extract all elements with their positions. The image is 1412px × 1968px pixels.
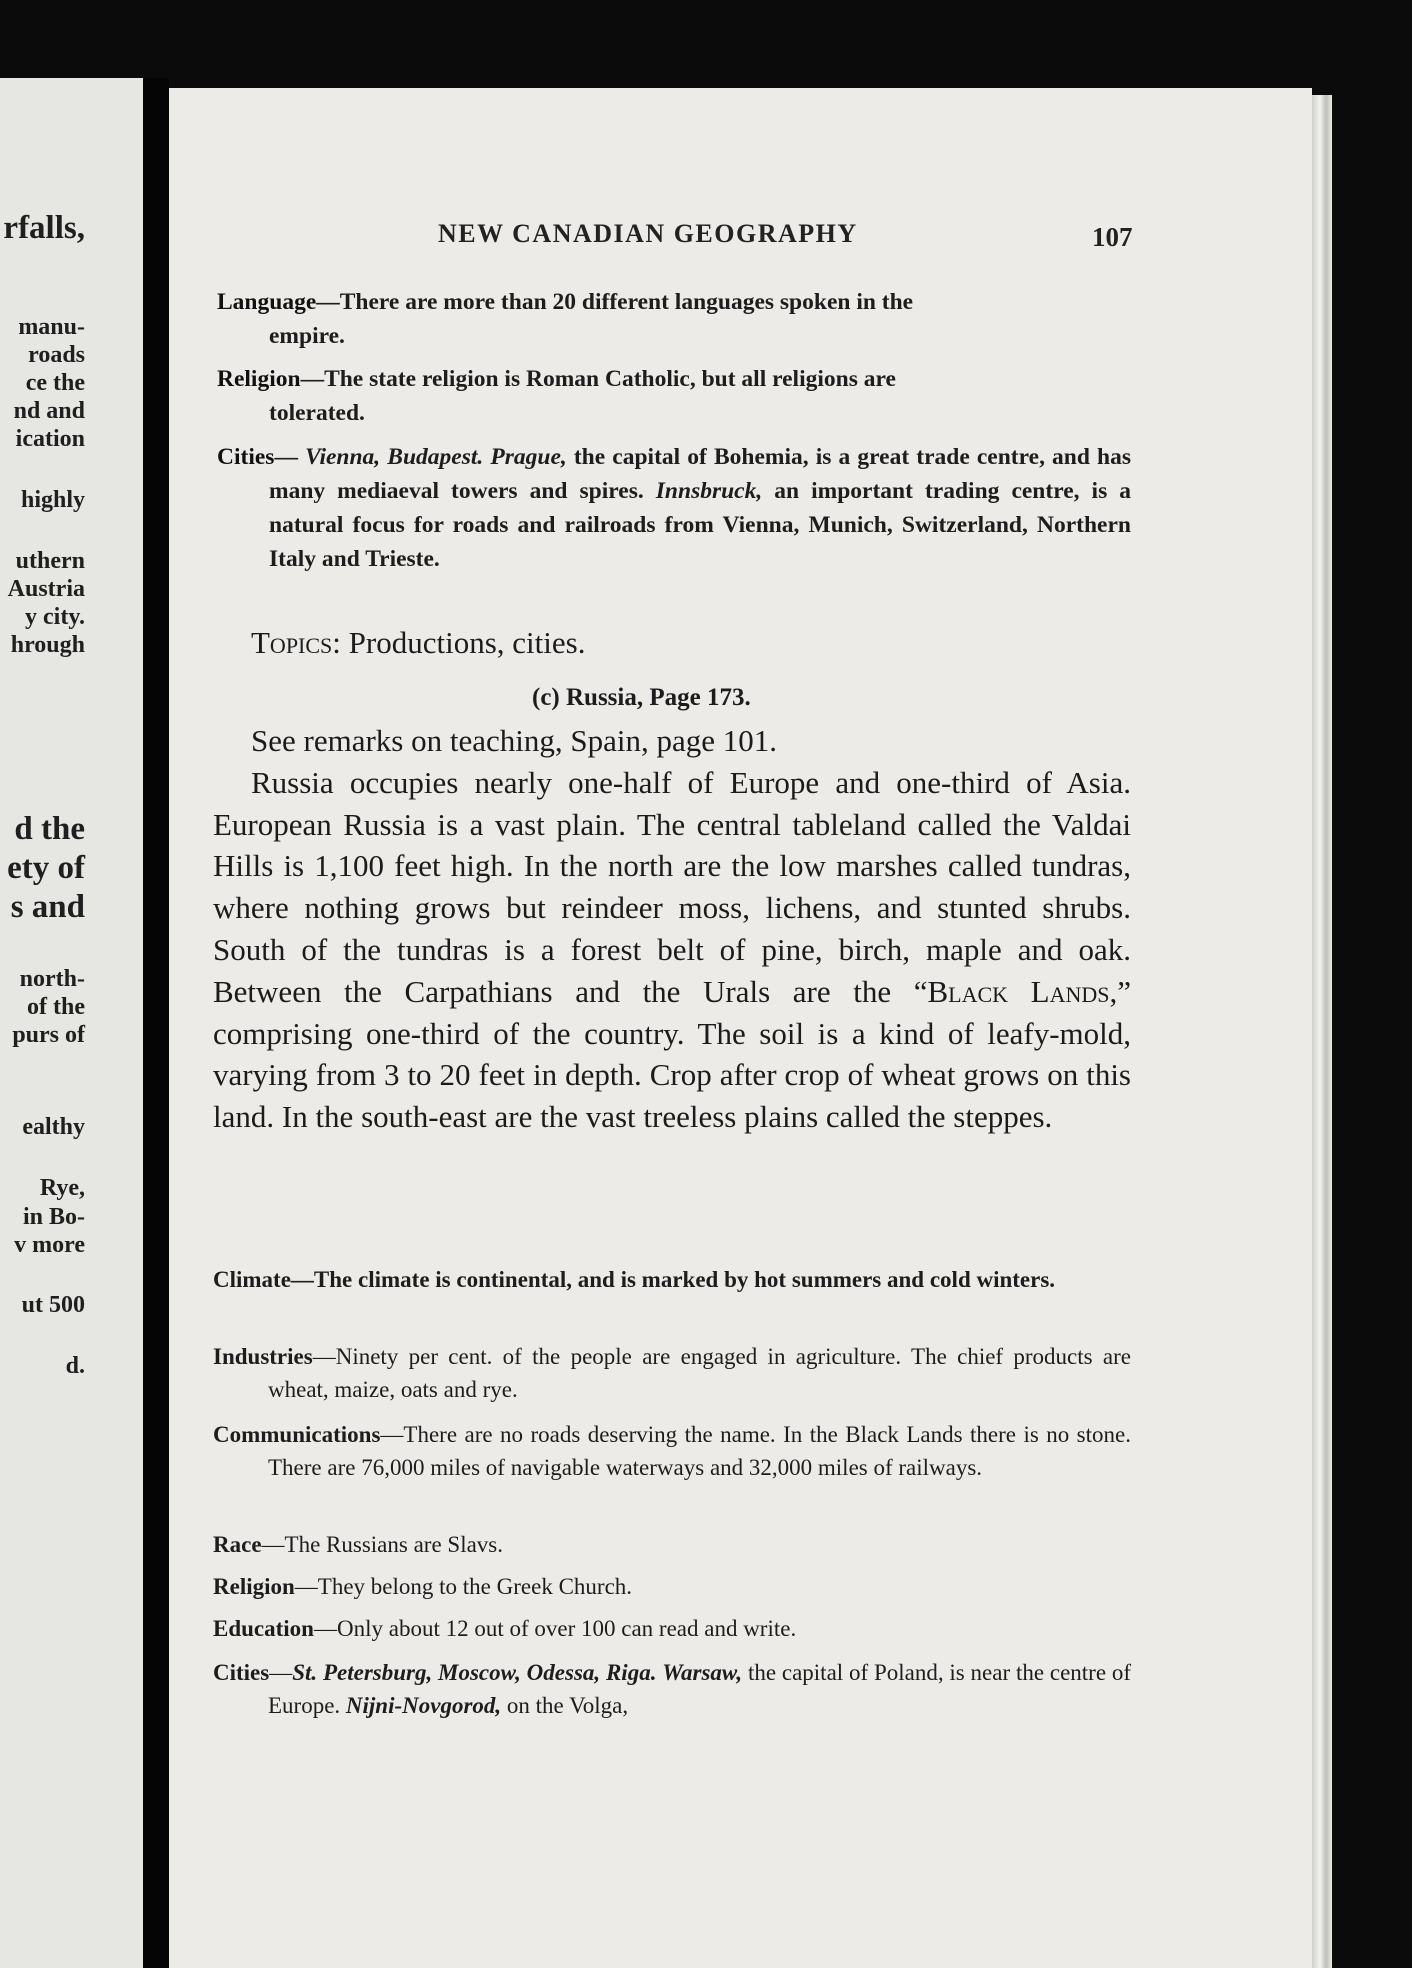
left-page-line: in Bo- xyxy=(22,1204,85,1230)
entry-climate: Climate—The climate is continental, and is marked by hot summers and cold winters. xyxy=(213,1267,1056,1292)
left-page-line: d. xyxy=(65,1353,85,1379)
black-lands-term: Black Lands xyxy=(927,973,1110,1009)
running-head: NEW CANADIAN GEOGRAPHY xyxy=(438,219,858,248)
entry-text-continued: empire. xyxy=(269,323,345,349)
left-page-line: roads xyxy=(28,342,85,368)
left-page-line: d the xyxy=(14,811,85,847)
city-name-innsbruck: Innsbruck, xyxy=(655,478,763,504)
topics-text: : Productions, cities. xyxy=(332,625,586,660)
topics-label: Topics xyxy=(251,625,333,660)
entry-cities-austria: Cities— Vienna, Budapest. Prague, the capital of Bohemia, is a great trade centre, and has many mediaeval towers and spires. Innsbruck, an important trading centre, is a natural focus for roads and railroads from Vienna, Munich, Switzerland, Northern Italy and Trieste. xyxy=(217,444,1132,572)
page-number: 107 xyxy=(1092,222,1133,252)
left-page-line: manu- xyxy=(18,314,85,340)
left-page-line: Rye, xyxy=(39,1175,85,1201)
left-page-line: ication xyxy=(15,426,85,452)
entry-cities-russia: Cities—St. Petersburg, Moscow, Odessa, Riga. Warsaw, the capital of Poland, is near the centre of Europe. Nijni-Novgorod, on the Volga, xyxy=(213,1660,1132,1718)
city-name-nijni-novgorod: Nijni-Novgorod, xyxy=(345,1693,502,1718)
left-page-line: y city. xyxy=(25,604,85,630)
entry-religion-austria: Religion—The state religion is Roman Catholic, but all religions are tolerated. xyxy=(217,362,1131,430)
entry-term: Language xyxy=(217,289,317,315)
section-subheading: (c) Russia, Page 173. xyxy=(532,684,751,711)
left-page-line: uthern xyxy=(15,548,85,574)
left-page-line: rfalls, xyxy=(3,210,85,246)
left-page-line: hrough xyxy=(10,632,85,658)
entry-communications: Communications—There are no roads deserving the name. In the Black Lands there is no stone. There are 76,000 miles of navigable waterways and 32,000 miles of railways. xyxy=(213,1422,1131,1480)
book-gutter xyxy=(143,78,169,1968)
left-page-fragment xyxy=(0,78,143,1968)
entry-language: Language—There are more than 20 different languages spoken in the empire. xyxy=(217,285,1131,353)
entry-race: Race—The Russians are Slavs. xyxy=(213,1532,503,1557)
topics-line xyxy=(251,625,585,661)
entry-text: The state religion is Roman Catholic, but all religions are xyxy=(324,366,896,392)
left-page-line: ealthy xyxy=(22,1114,85,1140)
entry-industries: Industries—Ninety per cent. of the people are engaged in agriculture. The chief products are wheat, maize, oats and rye. xyxy=(213,1344,1131,1402)
left-page-line: v more xyxy=(14,1232,85,1258)
entry-religion-russia: Religion—They belong to the Greek Church. xyxy=(213,1574,633,1599)
left-page-line: ety of xyxy=(7,850,85,886)
city-name-warsaw: Warsaw, xyxy=(662,1660,743,1685)
entry-term: Cities xyxy=(217,444,275,470)
city-names: St. Petersburg, Moscow, Odessa, Riga. xyxy=(292,1660,657,1685)
russia-body xyxy=(213,720,1131,1138)
entry-text: There are more than 20 different languages spoken in the xyxy=(339,289,914,315)
left-page-line: north- xyxy=(19,966,85,992)
city-name-prague: Prague, xyxy=(490,444,567,470)
entry-term: Religion xyxy=(217,366,301,392)
entry-text-continued: tolerated. xyxy=(269,400,365,426)
left-page-line: of the xyxy=(27,994,85,1020)
left-page-line: nd and xyxy=(13,398,85,424)
entry-education: Education—Only about 12 out of over 100 can read and write. xyxy=(213,1616,797,1641)
body-paragraph-description: Russia occupies nearly one-half of Europe and one-third of Asia. European Russia is a vast plain. The central tableland called the Valdai Hills is 1,100 feet high. In the north are the low marshes called tundras, where nothing grows but reindeer moss, lichens, and stunted shrubs. South of the tundras is a forest belt of pine, birch, maple and oak. Between the Carpathians and the Urals are the “Black Lands,” comprising one-third of the country. The soil is a kind of leafy-mold, varying from 3 to 20 feet in depth. Crop after crop of wheat grows on this land. In the south-east are the vast treeless plains called the steppes. xyxy=(213,764,1131,1135)
left-page-line: highly xyxy=(20,487,85,513)
left-page-line: Austria xyxy=(7,576,85,602)
left-page-line: ce the xyxy=(25,370,85,396)
page-edge xyxy=(1312,95,1332,1968)
body-paragraph-remarks: See remarks on teaching, Spain, page 101. xyxy=(251,723,777,758)
city-names: Vienna, Budapest. xyxy=(305,444,484,470)
left-page-line: ut 500 xyxy=(21,1292,85,1318)
left-page-line: s and xyxy=(10,889,85,925)
left-page-line: purs of xyxy=(12,1022,85,1048)
